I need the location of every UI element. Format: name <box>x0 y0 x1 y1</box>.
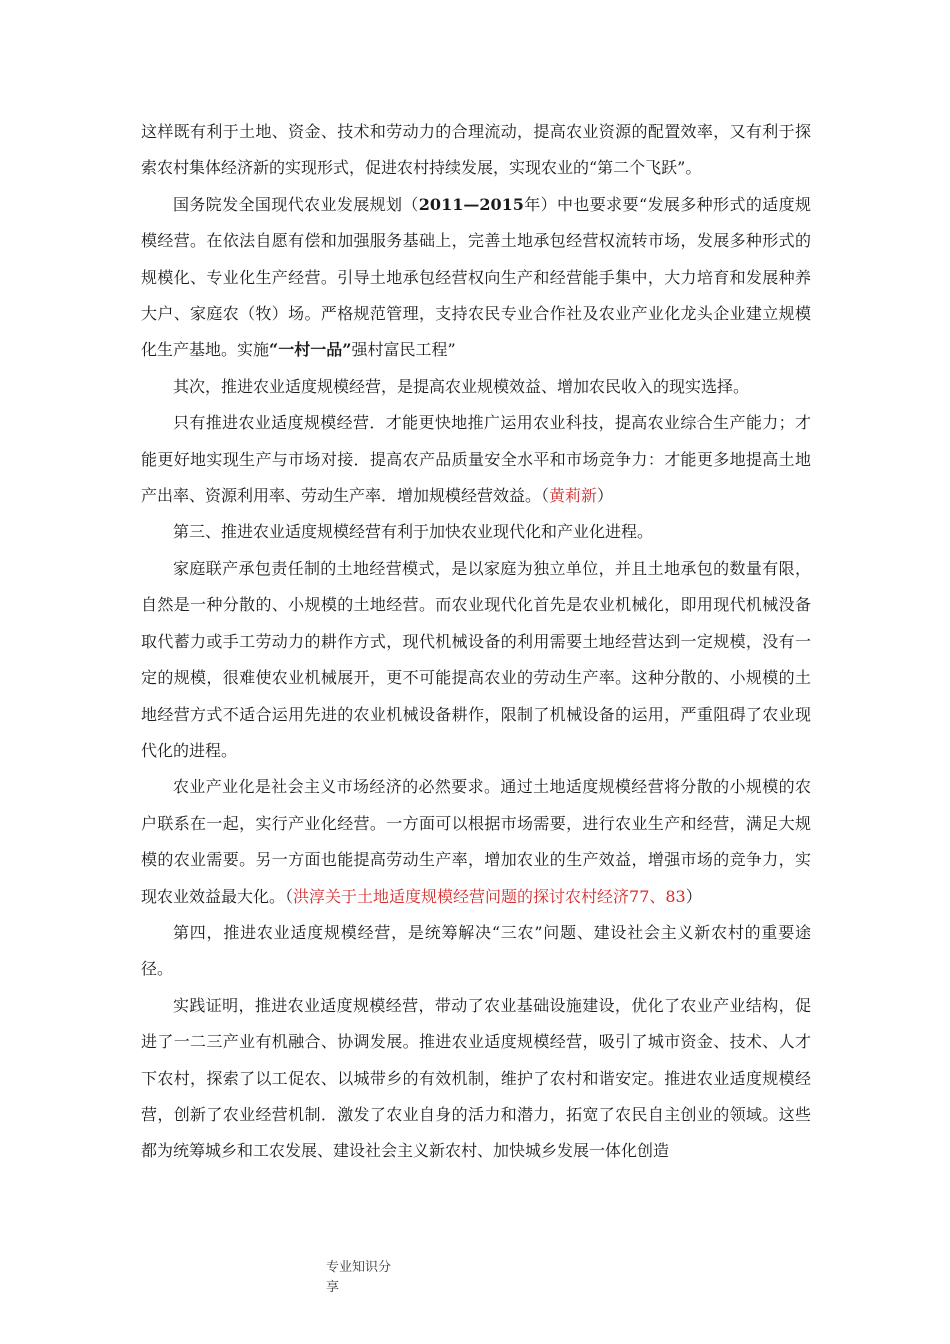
paragraph-continuation: 这样既有利于土地、资金、技术和劳动力的合理流动，提高农业资源的配置效率，又有利于探索农村集体经济新的实现形式，促进农村持续发展，实现农业的“第二个飞跃”。 <box>141 122 811 178</box>
paragraph-third-point: 第三、推进农业适度规模经营有利于加快农业现代化和产业化进程。 <box>173 522 654 542</box>
paragraph-industrialization <box>141 769 811 915</box>
citation-close-paren-2: ） <box>685 886 702 906</box>
industrialization-text: 农业产业化是社会主义市场经济的必然要求。通过土地适度规模经营将分散的小规模的农户联系在一起，实行产业化经营。一方面可以根据市场需要，进行农业生产和经营，满足大规模的农业需要。另一方面也能提高劳动生产率，增加农业的生产效益，增强市场的竞争力，实现农业效益最大化。（ <box>141 777 811 906</box>
document-body <box>141 114 811 1170</box>
paragraph-practice-proves: 实践证明，推进农业适度规模经营，带动了农业基础设施建设，优化了农业产业结构，促进了一二三产业有机融合、协调发展。推进农业适度规模经营，吸引了城市资金、技术、人才下农村，探索了以工促农、以城带乡的有效机制，维护了农村和谐安定。推进农业适度规模经营，创新了农业经营机制．激发了农业自身的活力和潜力，拓宽了农民自主创业的领域。这些都为统筹城乡和工农发展、建设社会主义新农村、加快城乡发展一体化创造 <box>141 995 811 1161</box>
paragraph-scale-benefit <box>141 405 811 514</box>
paragraph-fourth-point: 第四，推进农业适度规模经营，是统筹解决“三农”问题、建设社会主义新农村的重要途径。 <box>141 922 811 979</box>
plan-text-end: 强村富民工程” <box>351 340 456 360</box>
citation-author: 黄莉新 <box>549 486 598 506</box>
footer-label: 专业知识分享 <box>326 1260 392 1295</box>
paragraph-household-model: 家庭联产承包责任制的土地经营模式，是以家庭为独立单位，并且土地承包的数量有限，自然是一种分散的、小规模的土地经营。而农业现代化首先是农业机械化，即用现代机械没备取代蓄力或手工劳动力的耕作方式，现代机械设备的利用需要土地经营达到一定规模，没有一定的规模，很难使农业机械展开，更不可能提高农业的劳动生产率。这种分散的、小规模的土地经营方式不适合运用先进的农业机械设备耕作，限制了机械设备的运用，严重阻碍了农业现代化的进程。 <box>141 558 811 760</box>
plan-text-middle: 年）中也要求要“发展多种形式的适度规模经营。在依法自愿有偿和加强服务基础上，完善土地承包经营权流转市场，发展多种形式的规模化、专业化生产经营。引导土地承包经营权向生产和经营能手集中，大力培育和发展种养大户、家庭农（牧）场。严格规范管理，支持农民专业合作社及农业产业化龙头企业建立规模化生产基地。实施 <box>141 194 811 360</box>
citation-close-paren: ） <box>597 486 614 506</box>
paragraph-second-point: 其次，推进农业适度规模经营，是提高农业规模效益、增加农民收入的现实选择。 <box>173 376 750 396</box>
plan-text-start: 国务院发全国现代农业发展规划（ <box>173 194 419 214</box>
citation-reference: 洪淳关于土地适度规模经营问题的探讨农村经济77、83 <box>293 886 686 906</box>
scale-benefit-text: 只有推进农业适度规模经营．才能更快地推广运用农业科技，提高农业综合生产能力；才能更好地实现生产与市场对接．提高农产品质量安全水平和市场竞争力：才能更多地提高土地产出率、资源利用率、劳动生产率．增加规模经营效益。（ <box>141 413 811 506</box>
paragraph-state-council-plan <box>141 187 811 369</box>
one-village-one-product: “一村一品” <box>269 340 352 360</box>
plan-years: 2011—2015 <box>418 194 524 214</box>
